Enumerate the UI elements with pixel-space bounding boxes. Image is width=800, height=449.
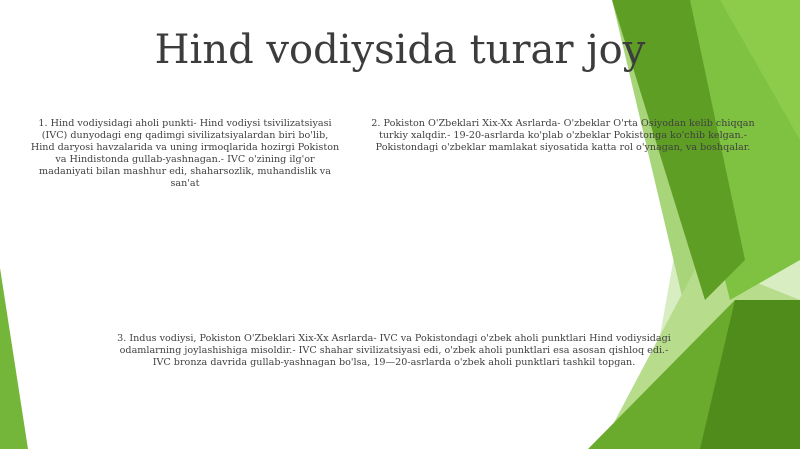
slide-title: Hind vodiysida turar joy bbox=[154, 27, 646, 73]
text-block-2: 2. Pokiston O'Zbeklari Xix-Xx Asrlarda- O'zbeklar O'rta Osiyodan kelib chiqqan turkiy xalqdir.- 19-20-asrlarda ko'plab o'zbeklar Pokistonga ko'chib kelgan.- Pokistondagi o'zbeklar mamlakat siyosatida katta rol o'ynagan, va boshqalar. bbox=[371, 118, 755, 153]
left-sliver-shape bbox=[0, 268, 28, 449]
text-block-1: 1. Hind vodiysidagi aholi punkti- Hind vodiysi tsivilizatsiyasi (IVC) dunyodagi eng qadimgi sivilizatsiyalardan biri bo'lib, Hind daryosi havzalarida va uning irmoqlarida hozirgi Pokiston va Hindistonda gullab-yashnagan.- IVC o'zining ilg'or madaniyati bilan mashhur edi, shaharsozlik, muhandislik va san'at bbox=[30, 118, 340, 189]
text-block-3: 3. Indus vodiysi, Pokiston O'Zbeklari Xix-Xx Asrlarda- IVC va Pokistondagi o'zbek aholi punktlari Hind vodiysidagi odamlarning joylashishiga misoldir.- IVC shahar sivilizatsiyasi edi, o'zbek aholi punktlari esa asosan qishloq edi.- IVC bronza davrida gullab-yashnagan bo'lsa, 19—20-asrlarda o'zbek aholi punktlari tashkil topgan. bbox=[117, 333, 671, 368]
